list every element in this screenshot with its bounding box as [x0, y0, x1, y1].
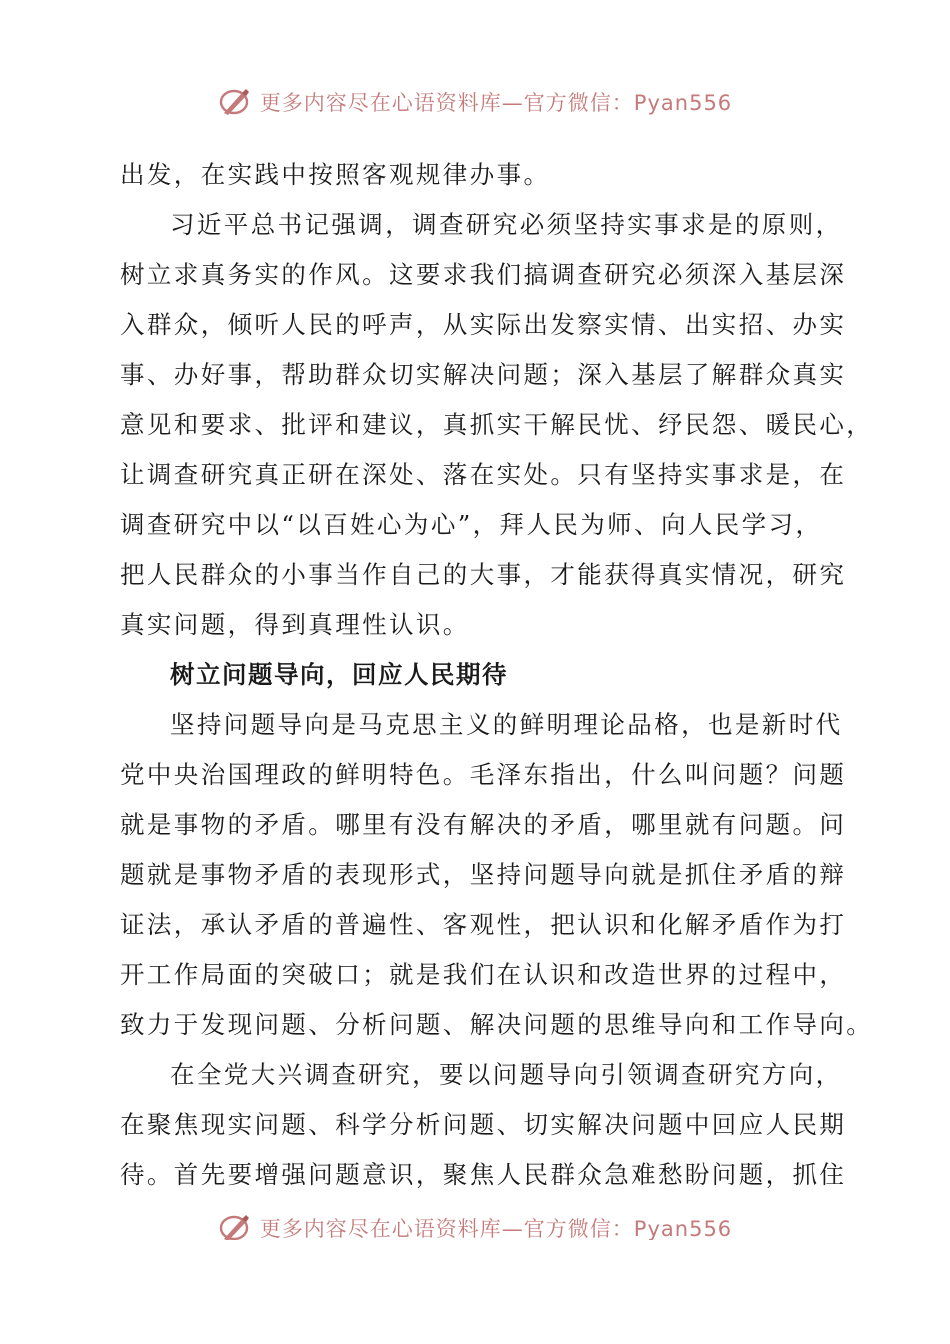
paragraph-line: 就是事物的矛盾。哪里有没有解决的矛盾，哪里就有问题。问 [120, 810, 847, 839]
section-heading: 树立问题导向，回应人民期待 [170, 660, 508, 689]
paragraph-line: 把人民群众的小事当作自己的大事，才能获得真实情况，研究 [120, 560, 847, 589]
pen-ring-logo-icon [218, 87, 252, 117]
paragraph-line: 证法，承认矛盾的普遍性、客观性，把认识和化解矛盾作为打 [120, 910, 847, 939]
footer-watermark-text: 更多内容尽在心语资料库—官方微信：Pyan556 [259, 1217, 733, 1240]
paragraph-line: 待。首先要增强问题意识，聚焦人民群众急难愁盼问题，抓住 [120, 1160, 847, 1189]
paragraph-line: 真实问题，得到真理性认识。 [120, 610, 470, 639]
header-watermark-text: 更多内容尽在心语资料库—官方微信：Pyan556 [259, 91, 733, 115]
header-watermark [0, 84, 950, 120]
paragraph-line: 入群众，倾听人民的呼声，从实际出发察实情、出实招、办实 [120, 310, 847, 339]
paragraph-line: 让调查研究真正研在深处、落在实处。只有坚持实事求是，在 [120, 460, 847, 489]
paragraph-line: 题就是事物矛盾的表现形式，坚持问题导向就是抓住矛盾的辩 [120, 860, 847, 889]
paragraph-line: 意见和要求、批评和建议，真抓实干解民忧、纾民怨、暖民心， [120, 410, 874, 439]
paragraph-line: 在聚焦现实问题、科学分析问题、切实解决问题中回应人民期 [120, 1110, 847, 1139]
paragraph-line: 习近平总书记强调，调查研究必须坚持实事求是的原则， [170, 210, 843, 239]
paragraph-line: 在全党大兴调查研究，要以问题导向引领调查研究方向， [170, 1060, 843, 1089]
paragraph-line: 树立求真务实的作风。这要求我们搞调查研究必须深入基层深 [120, 260, 847, 289]
paragraph-line: 调查研究中以“以百姓心为心”，拜人民为师、向人民学习， [120, 510, 823, 539]
paragraph-line: 事、办好事，帮助群众切实解决问题；深入基层了解群众真实 [120, 360, 847, 389]
paragraph-line: 出发，在实践中按照客观规律办事。 [120, 160, 551, 189]
document-body [120, 150, 874, 1200]
paragraph-line: 开工作局面的突破口；就是我们在认识和改造世界的过程中， [120, 960, 847, 989]
paragraph-line: 坚持问题导向是马克思主义的鲜明理论品格，也是新时代 [170, 710, 843, 739]
pen-ring-logo-icon [218, 1213, 252, 1240]
paragraph-line: 党中央治国理政的鲜明特色。毛泽东指出，什么叫问题？问题 [120, 760, 847, 789]
paragraph-line: 致力于发现问题、分析问题、解决问题的思维导向和工作导向。 [120, 1010, 874, 1039]
footer-watermark [0, 1204, 950, 1240]
